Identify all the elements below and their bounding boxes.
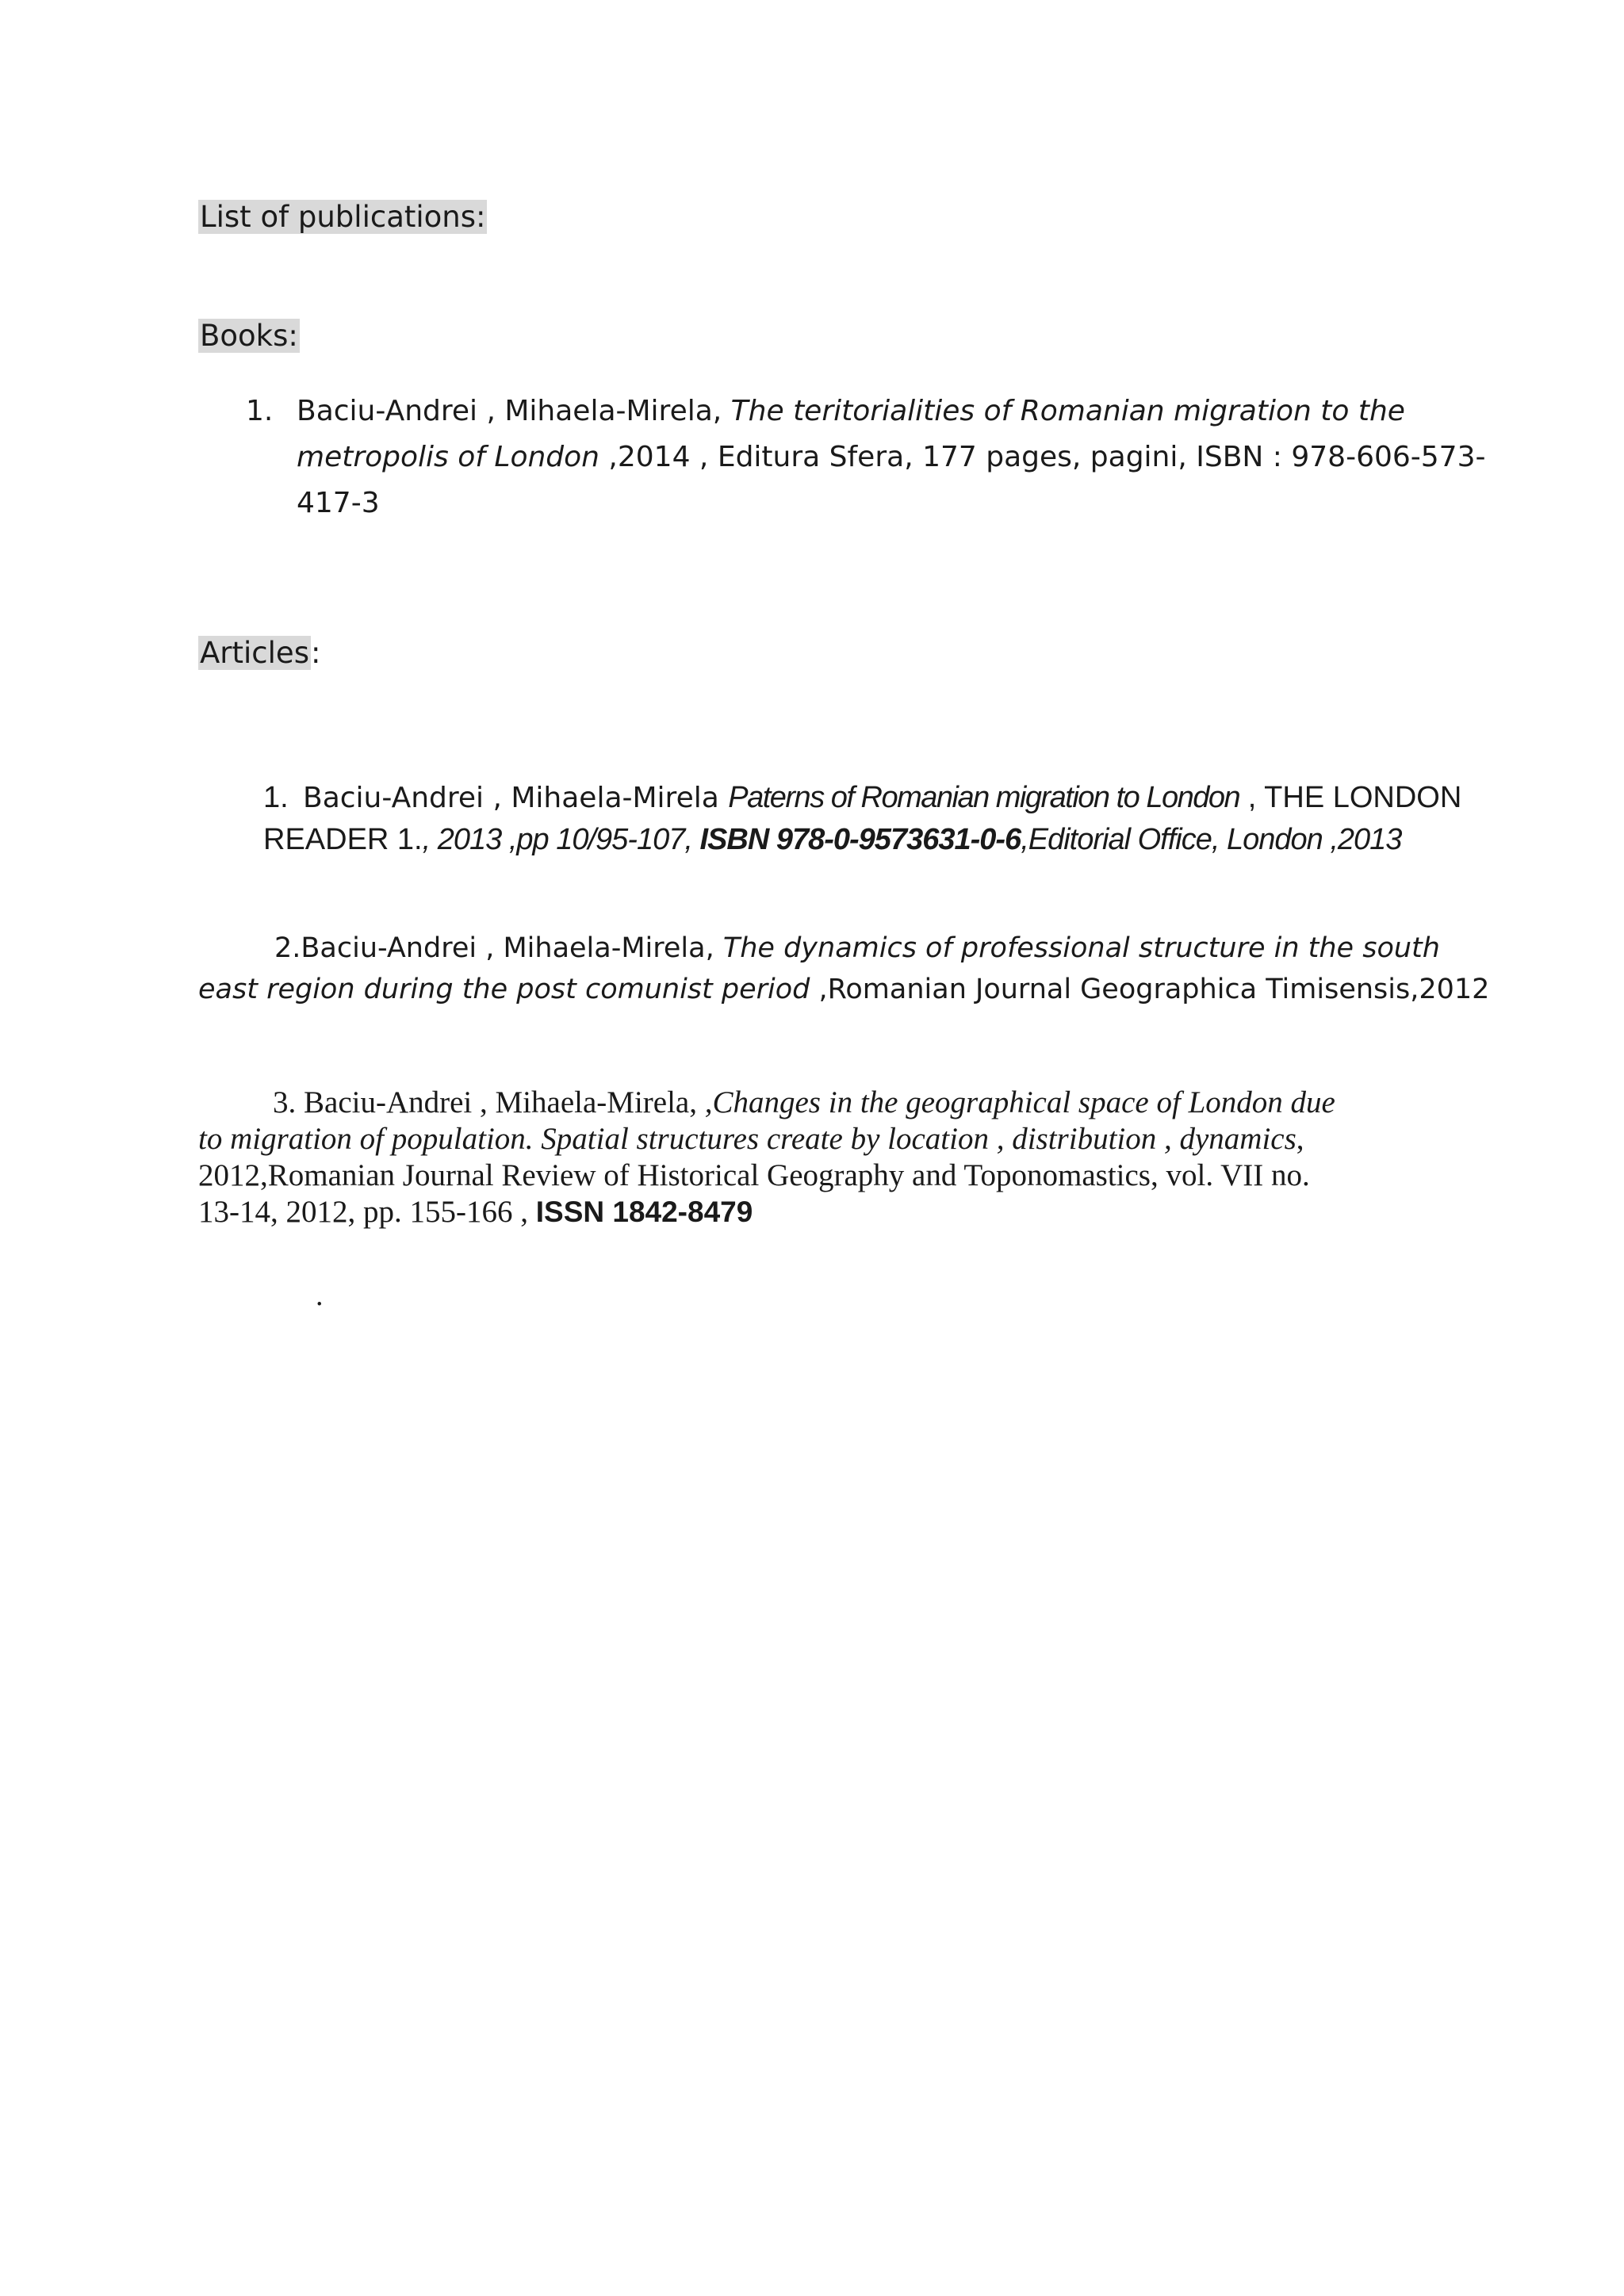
number-author: 2.Baciu-Andrei , Mihaela-Mirela, [274,932,723,964]
heading-text: List of publications: [200,200,486,234]
editorial-office: ,Editorial Office, London ,2013 [1021,823,1402,856]
article-details: ,Romanian Journal Geographica Timisensis,2012 [810,974,1490,1005]
trailing-dot: . [316,1279,324,1312]
book-entry-1 [246,388,1485,526]
heading-articles [198,633,320,674]
author: Baciu-Andrei , Mihaela-Mirela, [297,395,731,427]
issn: ISSN 1842-8479 [535,1196,753,1228]
article-line-2 [198,969,1489,1010]
book-line-3 [246,480,1485,526]
book-details: ,2014 , Editura Sfera, 177 pages, pagini, ISBN : 978-606-573- [599,441,1486,473]
number-author: 3. Baciu-Andrei , Mihaela-Mirela, [273,1085,705,1119]
article-line-4 [198,1194,1335,1230]
book-title: The teritorialities of Romanian migration to the [730,395,1405,427]
book-title-cont: metropolis of London [297,441,599,473]
list-number: 1. [246,395,274,427]
heading-text: Articles [200,636,309,670]
author: Baciu-Andrei , Mihaela-Mirela [303,782,729,814]
heading-list-of-publications [198,197,487,238]
article-line-2 [198,1121,1335,1158]
article-title: ,Changes in the geographical space of London due [704,1085,1335,1119]
article-title-cont: to migration of population. Spatial structures create by location , distribution , dynamics [198,1122,1297,1156]
list-number: 1. [263,781,289,814]
book-line-2 [246,434,1485,480]
article-details-cont: 13-14, 2012, pp. 155-166 , [198,1195,536,1229]
book-details-cont: 417-3 [297,487,380,519]
book-line-1 [246,388,1485,434]
article-line-3 [198,1158,1335,1194]
publication-cont: READER 1. [263,823,423,856]
comma: , [1296,1122,1304,1156]
article-details: , 2013 ,pp 10/95-107, [422,823,700,856]
article-entry-2 [198,928,1489,1010]
article-title: Paterns of Romanian migration to London [728,781,1240,814]
article-entry-1 [263,777,1461,861]
article-line-2 [263,819,1461,861]
article-entry-3 [198,1085,1335,1230]
isbn: ISBN 978-0-9573631-0-6 [699,823,1021,856]
article-line-1 [198,928,1489,969]
article-details: 2012,Romanian Journal Review of Historical Geography and Toponomastics, vol. VII no. [198,1158,1310,1192]
heading-colon: : [310,636,321,670]
article-line-1 [263,777,1461,819]
article-title: The dynamics of professional structure in the south [722,932,1440,964]
article-line-1 [198,1085,1335,1121]
publication: , THE LONDON [1239,781,1462,814]
heading-books [198,316,300,357]
heading-text: Books: [200,319,298,353]
article-title-cont: east region during the post comunist period [198,974,810,1005]
